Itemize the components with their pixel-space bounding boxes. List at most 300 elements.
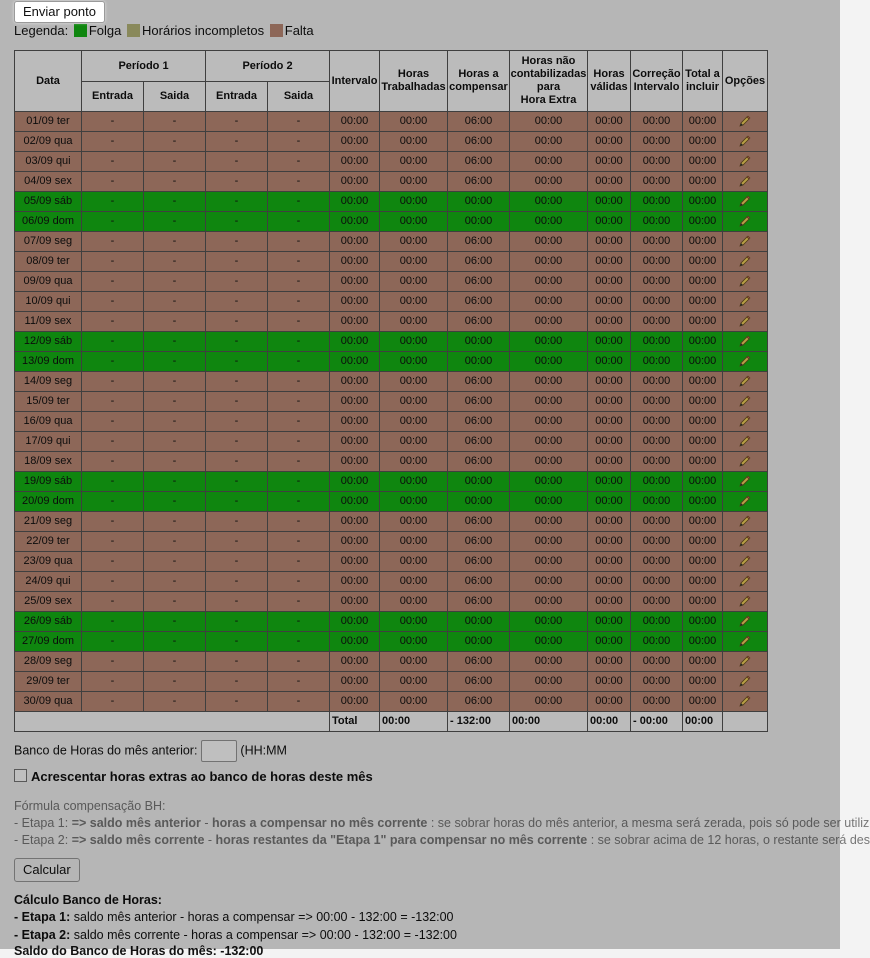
- cell-total-incluir: 00:00: [683, 352, 723, 372]
- cell-p2-entrada: -: [206, 632, 268, 652]
- cell-p2-saida: -: [268, 372, 330, 392]
- cell-p2-saida: -: [268, 352, 330, 372]
- cell-p1-saida: -: [144, 152, 206, 172]
- table-row: [15, 272, 768, 292]
- cell-intervalo: 00:00: [330, 692, 380, 712]
- legend: [14, 23, 314, 38]
- cell-nao-contab: 00:00: [510, 272, 588, 292]
- table-row: [15, 172, 768, 192]
- cell-opcoes: [723, 552, 768, 572]
- cell-opcoes: [723, 452, 768, 472]
- cell-p2-saida: -: [268, 452, 330, 472]
- cell-compensar: 06:00: [448, 172, 510, 192]
- table-row: [15, 632, 768, 652]
- edit-pencil-icon[interactable]: [739, 335, 751, 347]
- cell-p1-saida: -: [144, 632, 206, 652]
- cell-compensar: 06:00: [448, 592, 510, 612]
- cell-date: 04/09 sex: [15, 172, 82, 192]
- cell-trabalhadas: 00:00: [380, 692, 448, 712]
- cell-trabalhadas: 00:00: [380, 452, 448, 472]
- cell-date: 06/09 dom: [15, 212, 82, 232]
- cell-total-incluir: 00:00: [683, 572, 723, 592]
- cell-p1-saida: -: [144, 352, 206, 372]
- cell-p1-saida: -: [144, 672, 206, 692]
- cell-total-incluir: 00:00: [683, 472, 723, 492]
- edit-pencil-icon[interactable]: [739, 375, 751, 387]
- cell-compensar: 00:00: [448, 352, 510, 372]
- timesheet-table: [14, 50, 768, 732]
- cell-correcao: 00:00: [631, 372, 683, 392]
- cell-intervalo: 00:00: [330, 132, 380, 152]
- edit-pencil-icon[interactable]: [739, 255, 751, 267]
- cell-p1-saida: -: [144, 492, 206, 512]
- cell-date: 20/09 dom: [15, 492, 82, 512]
- cell-total-incluir: 00:00: [683, 512, 723, 532]
- cell-nao-contab: 00:00: [510, 552, 588, 572]
- cell-nao-contab: 00:00: [510, 152, 588, 172]
- cell-p2-entrada: -: [206, 452, 268, 472]
- table-row: [15, 312, 768, 332]
- cell-correcao: 00:00: [631, 232, 683, 252]
- header-horas-trabalhadas: Horas Trabalhadas: [380, 51, 448, 112]
- edit-pencil-icon[interactable]: [739, 675, 751, 687]
- cell-opcoes: [723, 392, 768, 412]
- cell-p1-entrada: -: [82, 592, 144, 612]
- cell-p1-saida: -: [144, 172, 206, 192]
- cell-p2-saida: -: [268, 232, 330, 252]
- header-horas-compensar: Horas a compensar: [448, 51, 510, 112]
- edit-pencil-icon[interactable]: [739, 695, 751, 707]
- cell-intervalo: 00:00: [330, 172, 380, 192]
- edit-pencil-icon[interactable]: [739, 635, 751, 647]
- cell-p1-entrada: -: [82, 512, 144, 532]
- cell-date: 12/09 sáb: [15, 332, 82, 352]
- cell-nao-contab: 00:00: [510, 212, 588, 232]
- cell-trabalhadas: 00:00: [380, 612, 448, 632]
- cell-trabalhadas: 00:00: [380, 512, 448, 532]
- cell-p1-entrada: -: [82, 452, 144, 472]
- totals-validas: 00:00: [588, 712, 631, 732]
- cell-total-incluir: 00:00: [683, 272, 723, 292]
- edit-pencil-icon[interactable]: [739, 575, 751, 587]
- cell-total-incluir: 00:00: [683, 172, 723, 192]
- cell-p2-saida: -: [268, 332, 330, 352]
- edit-pencil-icon[interactable]: [739, 415, 751, 427]
- cell-p1-saida: -: [144, 392, 206, 412]
- cell-opcoes: [723, 512, 768, 532]
- bh-prev-input[interactable]: [201, 740, 237, 762]
- cell-compensar: 06:00: [448, 572, 510, 592]
- cell-p1-saida: -: [144, 472, 206, 492]
- cell-nao-contab: 00:00: [510, 672, 588, 692]
- cell-nao-contab: 00:00: [510, 232, 588, 252]
- cell-nao-contab: 00:00: [510, 432, 588, 452]
- cell-correcao: 00:00: [631, 472, 683, 492]
- edit-pencil-icon[interactable]: [739, 615, 751, 627]
- cell-trabalhadas: 00:00: [380, 152, 448, 172]
- cell-date: 14/09 seg: [15, 372, 82, 392]
- cell-p2-entrada: -: [206, 172, 268, 192]
- cell-total-incluir: 00:00: [683, 332, 723, 352]
- cell-p1-entrada: -: [82, 312, 144, 332]
- cell-trabalhadas: 00:00: [380, 312, 448, 332]
- cell-trabalhadas: 00:00: [380, 652, 448, 672]
- cell-opcoes: [723, 632, 768, 652]
- cell-p2-saida: -: [268, 132, 330, 152]
- edit-pencil-icon[interactable]: [739, 455, 751, 467]
- cell-p2-saida: -: [268, 212, 330, 232]
- cell-opcoes: [723, 192, 768, 212]
- cell-nao-contab: 00:00: [510, 132, 588, 152]
- cell-correcao: 00:00: [631, 672, 683, 692]
- cell-total-incluir: 00:00: [683, 232, 723, 252]
- cell-correcao: 00:00: [631, 312, 683, 332]
- edit-pencil-icon[interactable]: [739, 175, 751, 187]
- cell-trabalhadas: 00:00: [380, 432, 448, 452]
- bh-prev-label: Banco de Horas do mês anterior:: [14, 743, 198, 758]
- cell-validas: 00:00: [588, 332, 631, 352]
- cell-p1-entrada: -: [82, 612, 144, 632]
- cell-nao-contab: 00:00: [510, 252, 588, 272]
- cell-nao-contab: 00:00: [510, 112, 588, 132]
- table-row: [15, 112, 768, 132]
- table-row: [15, 512, 768, 532]
- edit-pencil-icon[interactable]: [739, 315, 751, 327]
- cell-p1-saida: -: [144, 512, 206, 532]
- cell-p2-saida: -: [268, 412, 330, 432]
- edit-pencil-icon[interactable]: [739, 195, 751, 207]
- totals-incluir: 00:00: [683, 712, 723, 732]
- cell-date: 29/09 ter: [15, 672, 82, 692]
- table-row: [15, 492, 768, 512]
- formula-etapa-1: - Etapa 1: => saldo mês anterior - horas a compensar no mês corrente : se sobrar horas do mês anterior, a mesma será zerada, pois só pode ser utiliz: [14, 816, 870, 830]
- cell-p1-entrada: -: [82, 152, 144, 172]
- table-row: [15, 472, 768, 492]
- cell-nao-contab: 00:00: [510, 352, 588, 372]
- cell-p2-entrada: -: [206, 392, 268, 412]
- cell-p1-entrada: -: [82, 292, 144, 312]
- cell-correcao: 00:00: [631, 492, 683, 512]
- cell-nao-contab: 00:00: [510, 472, 588, 492]
- cell-validas: 00:00: [588, 672, 631, 692]
- cell-trabalhadas: 00:00: [380, 332, 448, 352]
- cell-validas: 00:00: [588, 372, 631, 392]
- cell-p1-saida: -: [144, 132, 206, 152]
- cell-compensar: 00:00: [448, 612, 510, 632]
- cell-intervalo: 00:00: [330, 332, 380, 352]
- edit-pencil-icon[interactable]: [739, 555, 751, 567]
- cell-p2-entrada: -: [206, 272, 268, 292]
- table-row: [15, 552, 768, 572]
- cell-compensar: 06:00: [448, 112, 510, 132]
- cell-p1-entrada: -: [82, 352, 144, 372]
- cell-intervalo: 00:00: [330, 232, 380, 252]
- cell-opcoes: [723, 172, 768, 192]
- cell-total-incluir: 00:00: [683, 252, 723, 272]
- edit-pencil-icon[interactable]: [739, 155, 751, 167]
- table-row: [15, 452, 768, 472]
- extras-checkbox[interactable]: [14, 769, 27, 782]
- cell-nao-contab: 00:00: [510, 612, 588, 632]
- cell-trabalhadas: 00:00: [380, 112, 448, 132]
- cell-p2-entrada: -: [206, 412, 268, 432]
- cell-trabalhadas: 00:00: [380, 672, 448, 692]
- cell-trabalhadas: 00:00: [380, 572, 448, 592]
- cell-correcao: 00:00: [631, 172, 683, 192]
- cell-p2-entrada: -: [206, 372, 268, 392]
- cell-intervalo: 00:00: [330, 152, 380, 172]
- edit-pencil-icon[interactable]: [739, 515, 751, 527]
- cell-trabalhadas: 00:00: [380, 392, 448, 412]
- cell-opcoes: [723, 332, 768, 352]
- cell-trabalhadas: 00:00: [380, 532, 448, 552]
- legend-swatch-falta: [270, 24, 283, 37]
- cell-date: 25/09 sex: [15, 592, 82, 612]
- cell-correcao: 00:00: [631, 432, 683, 452]
- cell-p2-saida: -: [268, 432, 330, 452]
- cell-p1-entrada: -: [82, 492, 144, 512]
- cell-nao-contab: 00:00: [510, 312, 588, 332]
- cell-nao-contab: 00:00: [510, 452, 588, 472]
- cell-date: 09/09 qua: [15, 272, 82, 292]
- cell-compensar: 06:00: [448, 252, 510, 272]
- cell-intervalo: 00:00: [330, 392, 380, 412]
- cell-correcao: 00:00: [631, 112, 683, 132]
- cell-date: 15/09 ter: [15, 392, 82, 412]
- formula-title: Fórmula compensação BH:: [14, 799, 166, 813]
- header-correcao-intervalo: Correção Intervalo: [631, 51, 683, 112]
- cell-date: 10/09 qui: [15, 292, 82, 312]
- cell-date: 05/09 sáb: [15, 192, 82, 212]
- cell-compensar: 06:00: [448, 272, 510, 292]
- header-p1-saida: Saida: [144, 82, 206, 112]
- cell-opcoes: [723, 152, 768, 172]
- cell-trabalhadas: 00:00: [380, 132, 448, 152]
- cell-total-incluir: 00:00: [683, 452, 723, 472]
- cell-total-incluir: 00:00: [683, 492, 723, 512]
- edit-pencil-icon[interactable]: [739, 355, 751, 367]
- cell-validas: 00:00: [588, 192, 631, 212]
- cell-compensar: 00:00: [448, 212, 510, 232]
- cell-opcoes: [723, 532, 768, 552]
- cell-p1-saida: -: [144, 112, 206, 132]
- cell-compensar: 06:00: [448, 552, 510, 572]
- cell-total-incluir: 00:00: [683, 312, 723, 332]
- cell-total-incluir: 00:00: [683, 372, 723, 392]
- edit-pencil-icon[interactable]: [739, 215, 751, 227]
- timesheet-table-wrap: [14, 50, 768, 732]
- cell-p2-saida: -: [268, 292, 330, 312]
- cell-p2-entrada: -: [206, 132, 268, 152]
- cell-total-incluir: 00:00: [683, 632, 723, 652]
- table-row: [15, 332, 768, 352]
- cell-p1-entrada: -: [82, 432, 144, 452]
- cell-nao-contab: 00:00: [510, 192, 588, 212]
- cell-p1-entrada: -: [82, 572, 144, 592]
- table-row: [15, 252, 768, 272]
- cell-correcao: 00:00: [631, 592, 683, 612]
- cell-validas: 00:00: [588, 112, 631, 132]
- cell-intervalo: 00:00: [330, 432, 380, 452]
- cell-total-incluir: 00:00: [683, 592, 723, 612]
- calcular-button[interactable]: Calcular: [14, 858, 80, 882]
- cell-total-incluir: 00:00: [683, 212, 723, 232]
- cell-total-incluir: 00:00: [683, 112, 723, 132]
- cell-date: 01/09 ter: [15, 112, 82, 132]
- cell-p1-entrada: -: [82, 372, 144, 392]
- cell-nao-contab: 00:00: [510, 372, 588, 392]
- cell-p1-saida: -: [144, 192, 206, 212]
- header-periodo-2: Período 2: [206, 51, 330, 82]
- cell-total-incluir: 00:00: [683, 432, 723, 452]
- cell-p2-saida: -: [268, 692, 330, 712]
- edit-pencil-icon[interactable]: [739, 495, 751, 507]
- cell-p2-entrada: -: [206, 612, 268, 632]
- cell-p2-entrada: -: [206, 232, 268, 252]
- cell-validas: 00:00: [588, 632, 631, 652]
- cell-p1-entrada: -: [82, 332, 144, 352]
- cell-p1-saida: -: [144, 532, 206, 552]
- cell-date: 30/09 qua: [15, 692, 82, 712]
- edit-pencil-icon[interactable]: [739, 235, 751, 247]
- cell-opcoes: [723, 612, 768, 632]
- cell-p1-saida: -: [144, 412, 206, 432]
- totals-nao-contab: 00:00: [510, 712, 588, 732]
- cell-p1-saida: -: [144, 312, 206, 332]
- totals-trabalhadas: 00:00: [380, 712, 448, 732]
- cell-p2-entrada: -: [206, 672, 268, 692]
- edit-pencil-icon[interactable]: [739, 435, 751, 447]
- table-row: [15, 612, 768, 632]
- header-intervalo: Intervalo: [330, 51, 380, 112]
- cell-p1-entrada: -: [82, 192, 144, 212]
- header-p1-entrada: Entrada: [82, 82, 144, 112]
- cell-correcao: 00:00: [631, 252, 683, 272]
- cell-opcoes: [723, 572, 768, 592]
- cell-p2-saida: -: [268, 472, 330, 492]
- cell-opcoes: [723, 652, 768, 672]
- cell-total-incluir: 00:00: [683, 552, 723, 572]
- cell-nao-contab: 00:00: [510, 632, 588, 652]
- cell-compensar: 00:00: [448, 632, 510, 652]
- extras-checkbox-label: Acrescentar horas extras ao banco de horas deste mês: [31, 769, 373, 784]
- cell-compensar: 06:00: [448, 292, 510, 312]
- legend-swatch-folga: [74, 24, 87, 37]
- cell-opcoes: [723, 292, 768, 312]
- table-row: [15, 152, 768, 172]
- cell-opcoes: [723, 232, 768, 252]
- cell-p2-entrada: -: [206, 352, 268, 372]
- cell-p1-saida: -: [144, 332, 206, 352]
- cell-p1-entrada: -: [82, 112, 144, 132]
- cell-compensar: 06:00: [448, 132, 510, 152]
- table-row: [15, 432, 768, 452]
- cell-p2-entrada: -: [206, 552, 268, 572]
- header-horas-validas: Horas válidas: [588, 51, 631, 112]
- cell-date: 24/09 qui: [15, 572, 82, 592]
- cell-validas: 00:00: [588, 152, 631, 172]
- cell-total-incluir: 00:00: [683, 192, 723, 212]
- cell-p1-entrada: -: [82, 672, 144, 692]
- edit-pencil-icon[interactable]: [739, 395, 751, 407]
- cell-p1-saida: -: [144, 612, 206, 632]
- cell-correcao: 00:00: [631, 292, 683, 312]
- edit-pencil-icon[interactable]: [739, 135, 751, 147]
- calc-title: Cálculo Banco de Horas:: [14, 893, 162, 907]
- cell-validas: 00:00: [588, 492, 631, 512]
- cell-p1-entrada: -: [82, 472, 144, 492]
- cell-date: 19/09 sáb: [15, 472, 82, 492]
- table-row: [15, 132, 768, 152]
- cell-nao-contab: 00:00: [510, 292, 588, 312]
- cell-opcoes: [723, 372, 768, 392]
- edit-pencil-icon[interactable]: [739, 595, 751, 607]
- cell-p1-saida: -: [144, 232, 206, 252]
- cell-opcoes: [723, 112, 768, 132]
- cell-compensar: 06:00: [448, 692, 510, 712]
- cell-p2-entrada: -: [206, 332, 268, 352]
- cell-nao-contab: 00:00: [510, 572, 588, 592]
- cell-intervalo: 00:00: [330, 252, 380, 272]
- cell-total-incluir: 00:00: [683, 672, 723, 692]
- cell-compensar: 00:00: [448, 472, 510, 492]
- cell-opcoes: [723, 252, 768, 272]
- cell-p1-saida: -: [144, 292, 206, 312]
- cell-p1-saida: -: [144, 272, 206, 292]
- totals-compensar: - 132:00: [448, 712, 510, 732]
- cell-total-incluir: 00:00: [683, 132, 723, 152]
- cell-total-incluir: 00:00: [683, 392, 723, 412]
- cell-p1-entrada: -: [82, 132, 144, 152]
- cell-trabalhadas: 00:00: [380, 292, 448, 312]
- cell-p1-saida: -: [144, 252, 206, 272]
- header-nao-contabilizadas: Horas não contabilizadas para Hora Extra: [510, 51, 588, 112]
- cell-compensar: 06:00: [448, 232, 510, 252]
- cell-correcao: 00:00: [631, 192, 683, 212]
- cell-intervalo: 00:00: [330, 652, 380, 672]
- cell-total-incluir: 00:00: [683, 692, 723, 712]
- cell-p2-entrada: -: [206, 512, 268, 532]
- cell-p1-entrada: -: [82, 632, 144, 652]
- cell-compensar: 00:00: [448, 492, 510, 512]
- totals-correcao: - 00:00: [631, 712, 683, 732]
- cell-p2-entrada: -: [206, 432, 268, 452]
- edit-pencil-icon[interactable]: [739, 295, 751, 307]
- cell-p1-saida: -: [144, 432, 206, 452]
- cell-correcao: 00:00: [631, 212, 683, 232]
- cell-intervalo: 00:00: [330, 452, 380, 472]
- cell-correcao: 00:00: [631, 612, 683, 632]
- edit-pencil-icon[interactable]: [739, 475, 751, 487]
- legend-swatch-incompletos: [127, 24, 140, 37]
- cell-nao-contab: 00:00: [510, 532, 588, 552]
- enviar-ponto-button[interactable]: Enviar ponto: [14, 1, 105, 23]
- cell-p2-entrada: -: [206, 212, 268, 232]
- cell-intervalo: 00:00: [330, 532, 380, 552]
- calc-etapa-2: - Etapa 2: saldo mês corrente - horas a compensar => 00:00 - 132:00 = -132:00: [14, 928, 457, 942]
- cell-opcoes: [723, 492, 768, 512]
- edit-pencil-icon[interactable]: [739, 655, 751, 667]
- edit-pencil-icon[interactable]: [739, 275, 751, 287]
- cell-p1-entrada: -: [82, 272, 144, 292]
- cell-compensar: 06:00: [448, 432, 510, 452]
- edit-pencil-icon[interactable]: [739, 535, 751, 547]
- cell-total-incluir: 00:00: [683, 292, 723, 312]
- edit-pencil-icon[interactable]: [739, 115, 751, 127]
- cell-opcoes: [723, 472, 768, 492]
- cell-p1-entrada: -: [82, 212, 144, 232]
- cell-p2-saida: -: [268, 172, 330, 192]
